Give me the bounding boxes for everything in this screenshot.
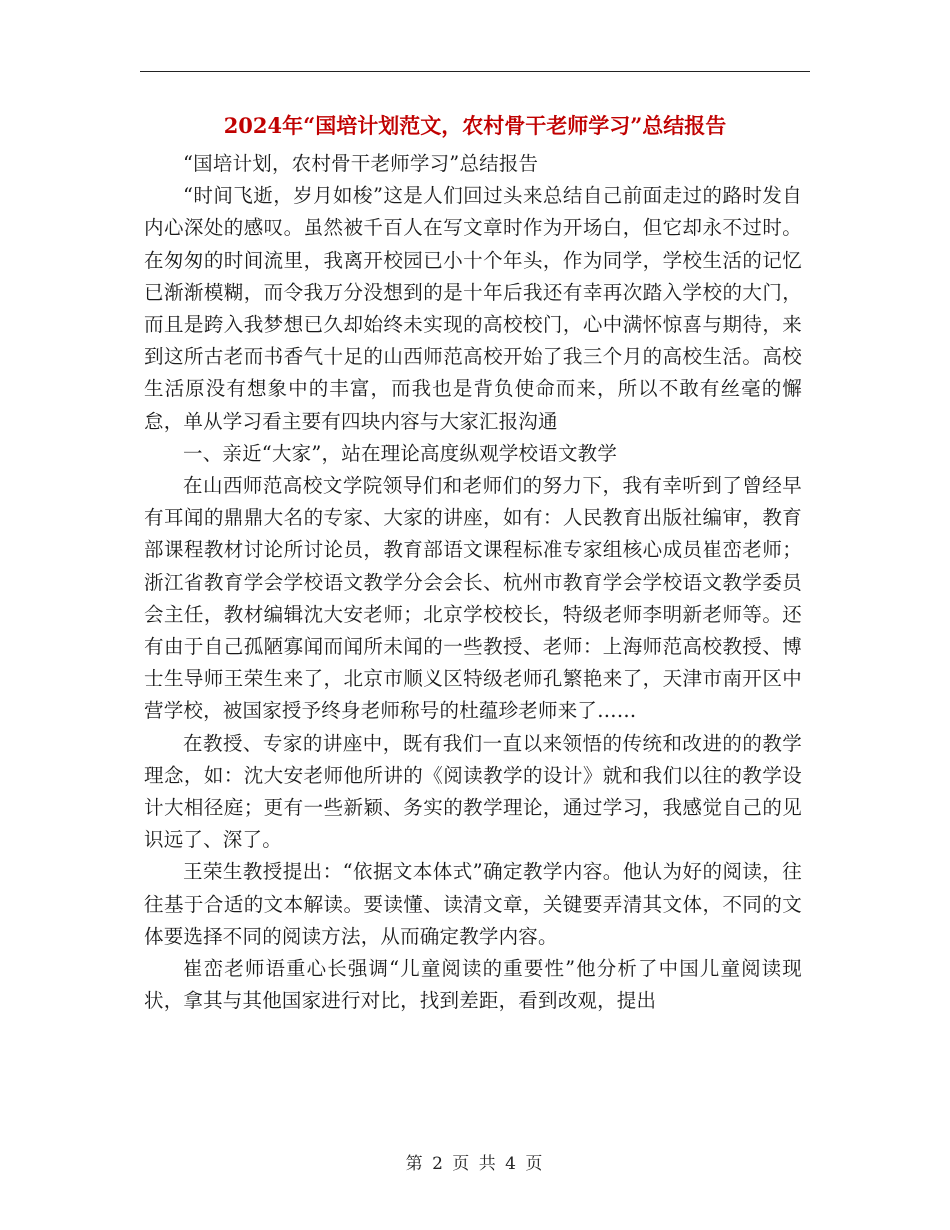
paragraph-cui-luan: 崔峦老师语重心长强调“儿童阅读的重要性”他分析了中国儿童阅读现状，拿其与其他国家进行对比，找到差距，看到改观，提出 (144, 957, 802, 1013)
header-rule (140, 71, 810, 72)
paragraph-lectures: 在教授、专家的讲座中，既有我们一直以来领悟的传统和改进的的教学理念，如：沈大安老师他所讲的《阅读教学的设计》就和我们以往的教学设计大相径庭；更有一些新颖、务实的教学理论，通过学习，我感觉自己的见识远了、深了。 (144, 731, 802, 852)
document-body (144, 148, 802, 1017)
paragraph-wang-rongsheng: 王荣生教授提出：“依据文本体式”确定教学内容。他认为好的阅读，往往基于合适的文本解读。要读懂、读清文章，关键要弄清其文体，不同的文体要选择不同的阅读方法，从而确定教学内容。 (144, 860, 802, 948)
paragraph-experts: 在山西师范高校文学院领导们和老师们的努力下，我有幸听到了曾经早有耳闻的鼎鼎大名的专家、大家的讲座，如有：人民教育出版社编审，教育部课程教材讨论所讨论员，教育部语文课程标准专家组核心成员崔峦老师；浙江省教育学会学校语文教学分会会长、杭州市教育学会学校语文教学委员会主任，教材编辑沈大安老师；北京学校校长，特级老师李明新老师等。还有由于自己孤陋寡闻而闻所未闻的一些教授、老师：上海师范高校教授、博士生导师王荣生来了，北京市顺义区特级老师孔繁艳来了，天津市南开区中营学校，被国家授予终身老师称号的杜蕴珍老师来了…… (144, 474, 802, 723)
paragraph-subtitle: “国培计划，农村骨干老师学习”总结报告 (183, 152, 539, 175)
paragraph-intro: “时间飞逝，岁月如梭”这是人们回过头来总结自己前面走过的路时发自内心深处的感叹。虽然被千百人在写文章时作为开场白，但它却永不过时。在匆匆的时间流里，我离开校园已小十个年头，作为同学，学校生活的记忆已渐渐模糊，而令我万分没想到的是十年后我还有幸再次踏入学校的大门，而且是跨入我梦想已久却始终未实现的高校校门，心中满怀惊喜与期待，来到这所古老而书香气十足的山西师范高校开始了我三个月的高校生活。高校生活原没有想象中的丰富，而我也是背负使命而来，所以不敢有丝毫的懈怠，单从学习看主要有四块内容与大家汇报沟通 (144, 184, 802, 433)
page-footer: 第 2 页 共 4 页 (405, 1154, 545, 1174)
document-title: 2024年“国培计划范文，农村骨干老师学习”总结报告 (223, 113, 727, 138)
section-heading-one: 一、亲近“大家”，站在理论高度纵观学校语文教学 (183, 441, 618, 465)
